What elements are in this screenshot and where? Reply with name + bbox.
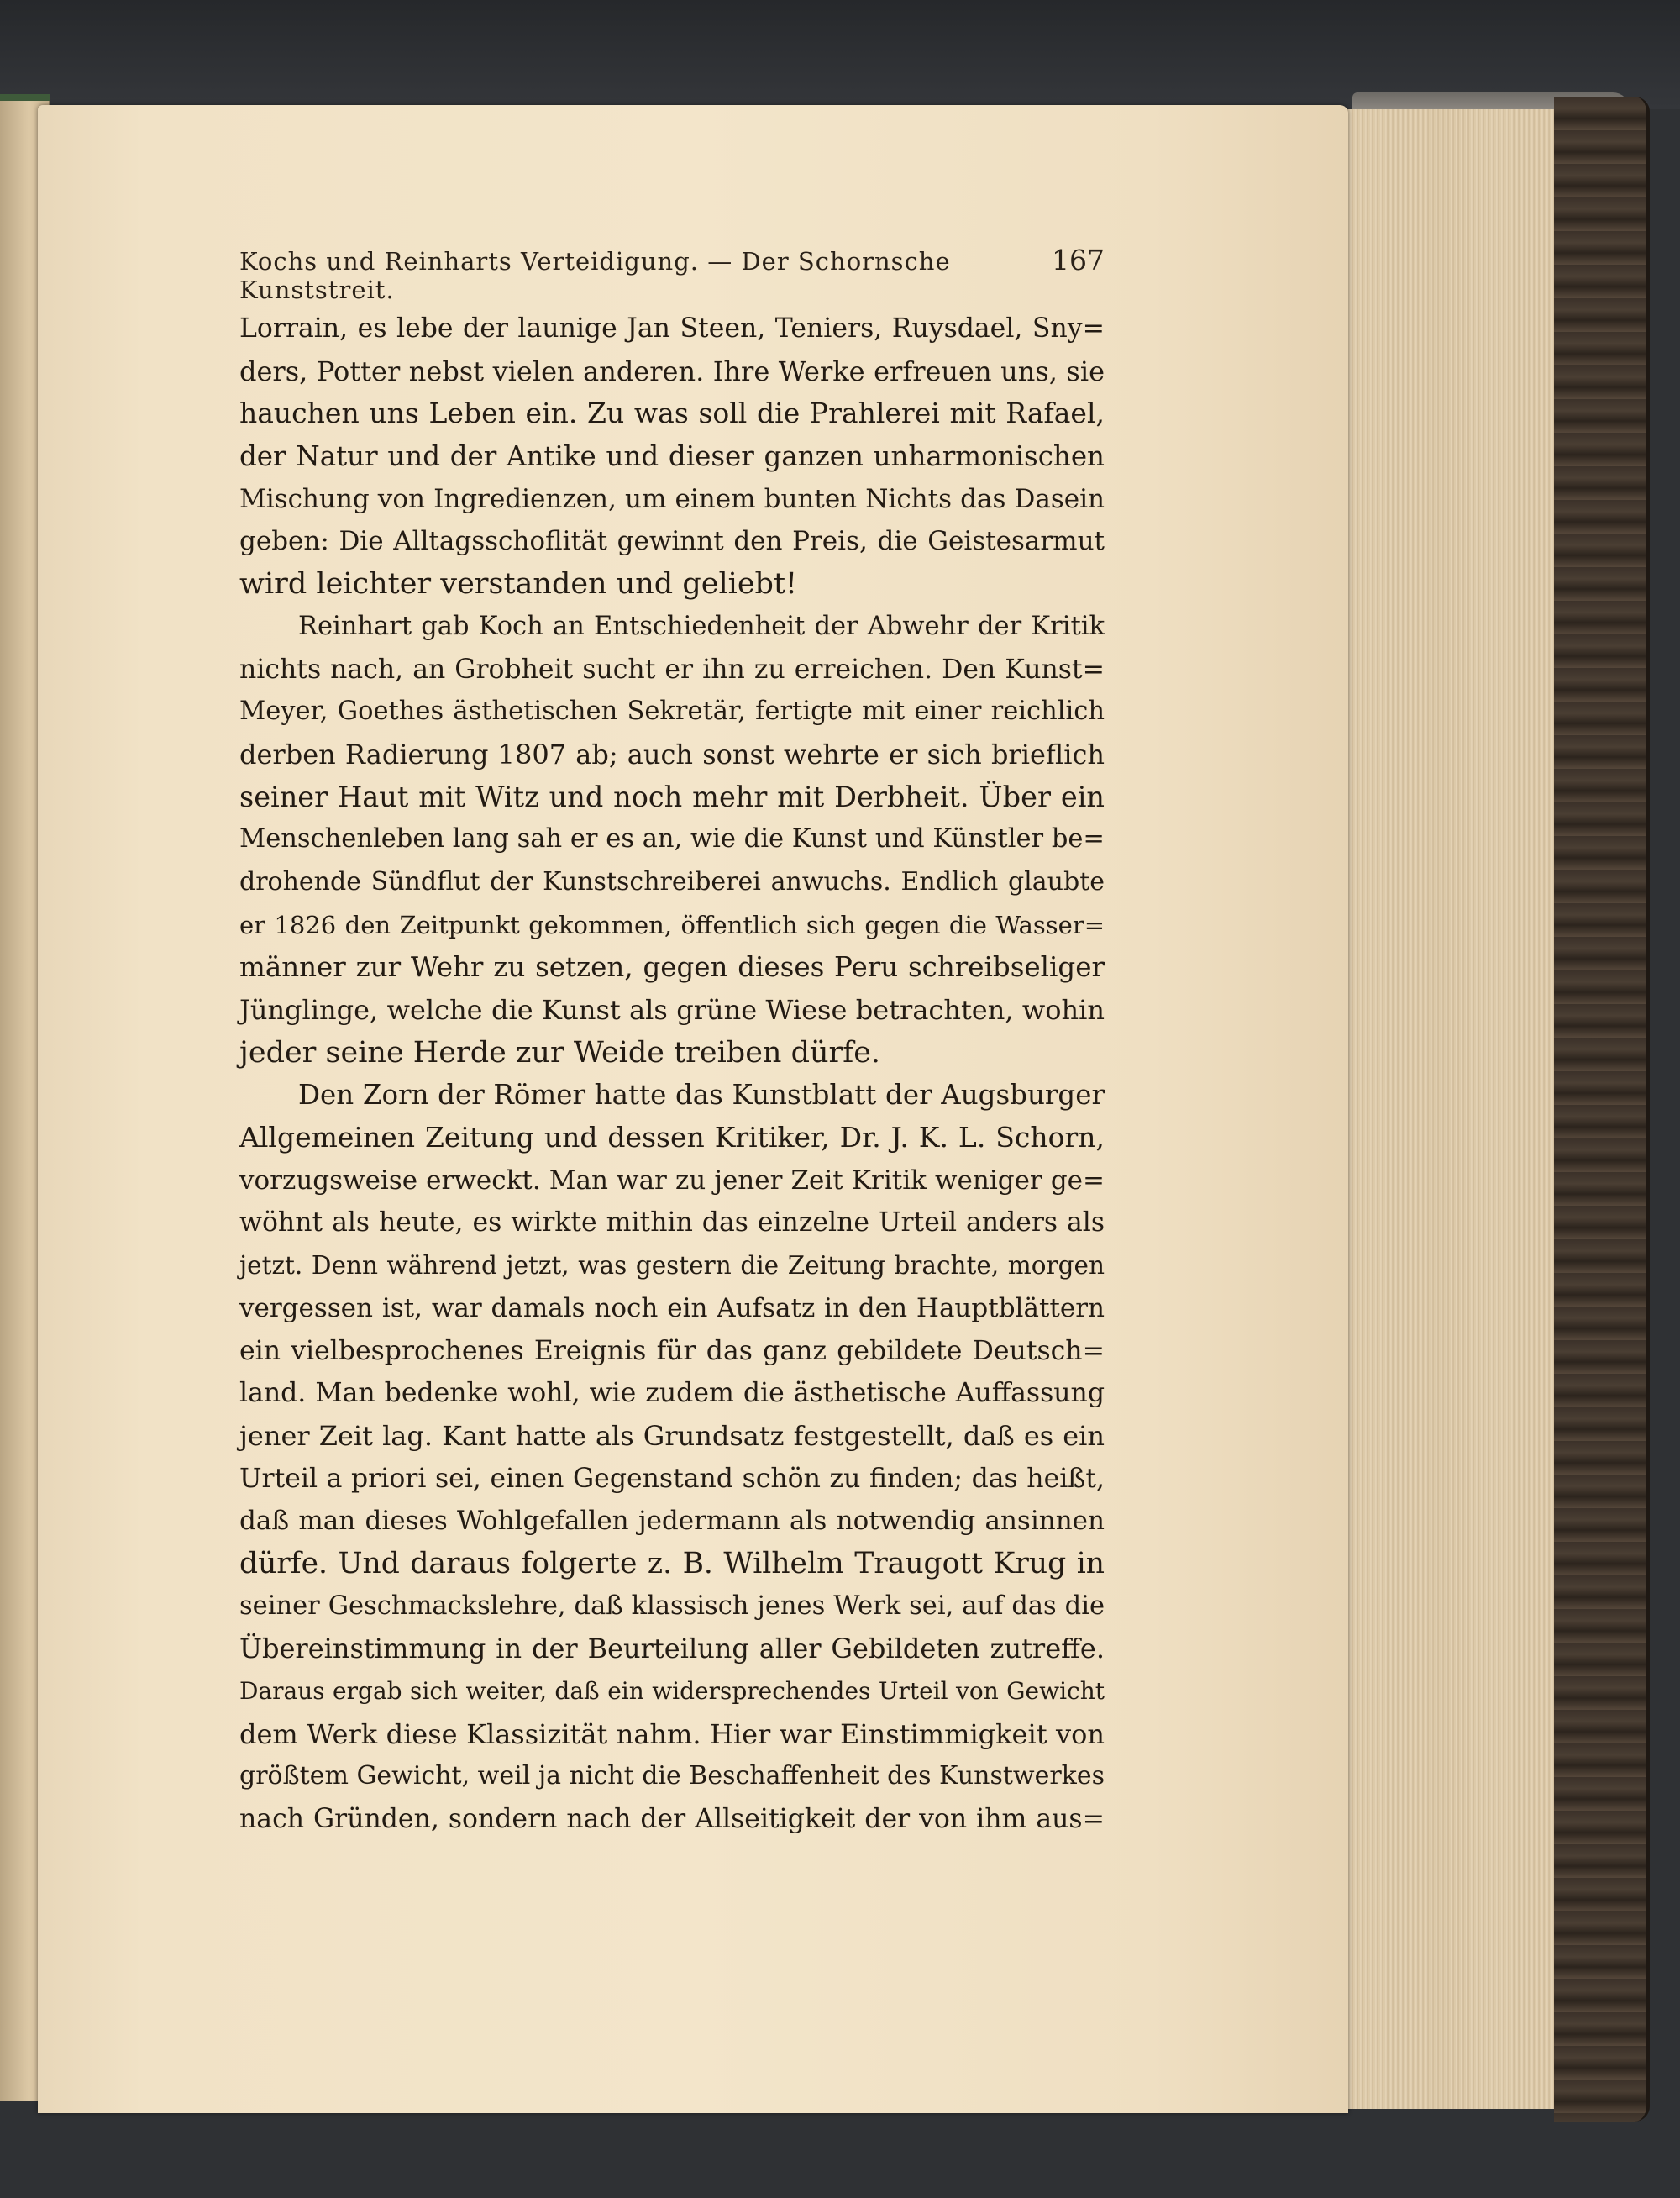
text-line: drohende Sündflut der Kunstschreiberei anwuchs. Endlich glaubte — [239, 866, 1105, 897]
text-line: seiner Haut mit Witz und noch mehr mit Derbheit. Über ein — [239, 780, 1105, 813]
text-line: vergessen ist, war damals noch ein Aufsatz in den Hauptblättern — [239, 1292, 1105, 1323]
page-stack-edge — [1344, 109, 1565, 2109]
text-line: derben Radierung 1807 ab; auch sonst wehrte er sich brieflich — [239, 738, 1105, 770]
text-line: ders, Potter nebst vielen anderen. Ihre Werke erfreuen uns, sie — [239, 355, 1105, 387]
page-body-text — [239, 308, 1105, 1841]
text-line: Urteil a priori sei, einen Gegenstand schön zu finden; das heißt, — [239, 1463, 1105, 1494]
text-line: Übereinstimmung in der Beurteilung aller Gebildeten zutreffe. — [239, 1633, 1105, 1665]
text-line: jener Zeit lag. Kant hatte als Grundsatz festgestellt, daß es ein — [239, 1419, 1105, 1452]
text-line: der Natur und der Antike und dieser ganzen unharmonischen — [239, 440, 1105, 473]
text-line: dürfe. Und daraus folgerte z. B. Wilhelm Traugott Krug in — [239, 1546, 1105, 1580]
text-line: seiner Geschmackslehre, daß klassisch jenes Werk sei, auf das die — [239, 1591, 1105, 1621]
text-line: geben: Die Alltagsschoflität gewinnt den Preis, die Geistesarmut — [239, 526, 1105, 557]
text-line: hauchen uns Leben ein. Zu was soll die Prahlerei mit Rafael, — [239, 397, 1105, 430]
text-line: größtem Gewicht, weil ja nicht die Beschaffenheit des Kunstwerkes — [239, 1761, 1105, 1791]
text-line: daß man dieses Wohlgefallen jedermann als notwendig ansinnen — [239, 1506, 1105, 1537]
text-line: dem Werk diese Klassizität nahm. Hier war Einstimmigkeit von — [239, 1717, 1105, 1750]
text-line: Den Zorn der Römer hatte das Kunstblatt der Augsburger — [298, 1079, 1105, 1112]
text-line: wöhnt als heute, es wirkte mithin das einzelne Urteil anders als — [239, 1207, 1105, 1238]
text-line: Reinhart gab Koch an Entschiedenheit der Abwehr der Kritik — [298, 611, 1105, 641]
text-line: Menschenleben lang sah er es an, wie die Kunst und Künstler be= — [239, 824, 1105, 854]
text-line: nach Gründen, sondern nach der Allseitigkeit der von ihm aus= — [239, 1804, 1105, 1835]
running-header — [239, 244, 1105, 304]
text-line: nichts nach, an Grobheit sucht er ihn zu erreichen. Den Kunst= — [239, 654, 1105, 685]
text-line: ein vielbesprochenes Ereignis für das ganz gebildete Deutsch= — [239, 1335, 1105, 1366]
text-line: männer zur Wehr zu setzen, gegen dieses Peru schreibseliger — [239, 951, 1105, 984]
text-line: Lorrain, es lebe der launige Jan Steen, Teniers, Ruysdael, Sny= — [239, 313, 1105, 344]
running-title: Kochs und Reinharts Verteidigung. — Der Schornsche Kunststreit. — [239, 247, 951, 304]
text-line: jetzt. Denn während jetzt, was gestern die Zeitung brachte, morgen — [239, 1251, 1105, 1280]
text-line: jeder seine Herde zur Weide treiben dürfe. — [239, 1035, 881, 1070]
text-line: wird leichter verstanden und geliebt! — [239, 567, 798, 602]
text-line: Jünglinge, welche die Kunst als grüne Wiese betrachten, wohin — [239, 994, 1105, 1026]
text-line: vorzugsweise erweckt. Man war zu jener Zeit Kritik weniger ge= — [239, 1165, 1105, 1196]
text-line: Allgemeinen Zeitung und dessen Kritiker, Dr. J. K. L. Schorn, — [239, 1121, 1105, 1154]
page-number: 167 — [1052, 244, 1105, 276]
text-line: land. Man bedenke wohl, wie zudem die ästhetische Auffassung — [239, 1378, 1105, 1409]
text-line: er 1826 den Zeitpunkt gekommen, öffentlich sich gegen die Wasser= — [239, 910, 1105, 939]
book-spine-cover — [1554, 97, 1650, 2122]
text-line: Meyer, Goethes ästhetischen Sekretär, fertigte mit einer reichlich — [239, 697, 1105, 727]
text-line: Mischung von Ingredienzen, um einem bunten Nichts das Dasein — [239, 483, 1105, 514]
text-line: Daraus ergab sich weiter, daß ein widersprechendes Urteil von Gewicht — [239, 1677, 1105, 1705]
